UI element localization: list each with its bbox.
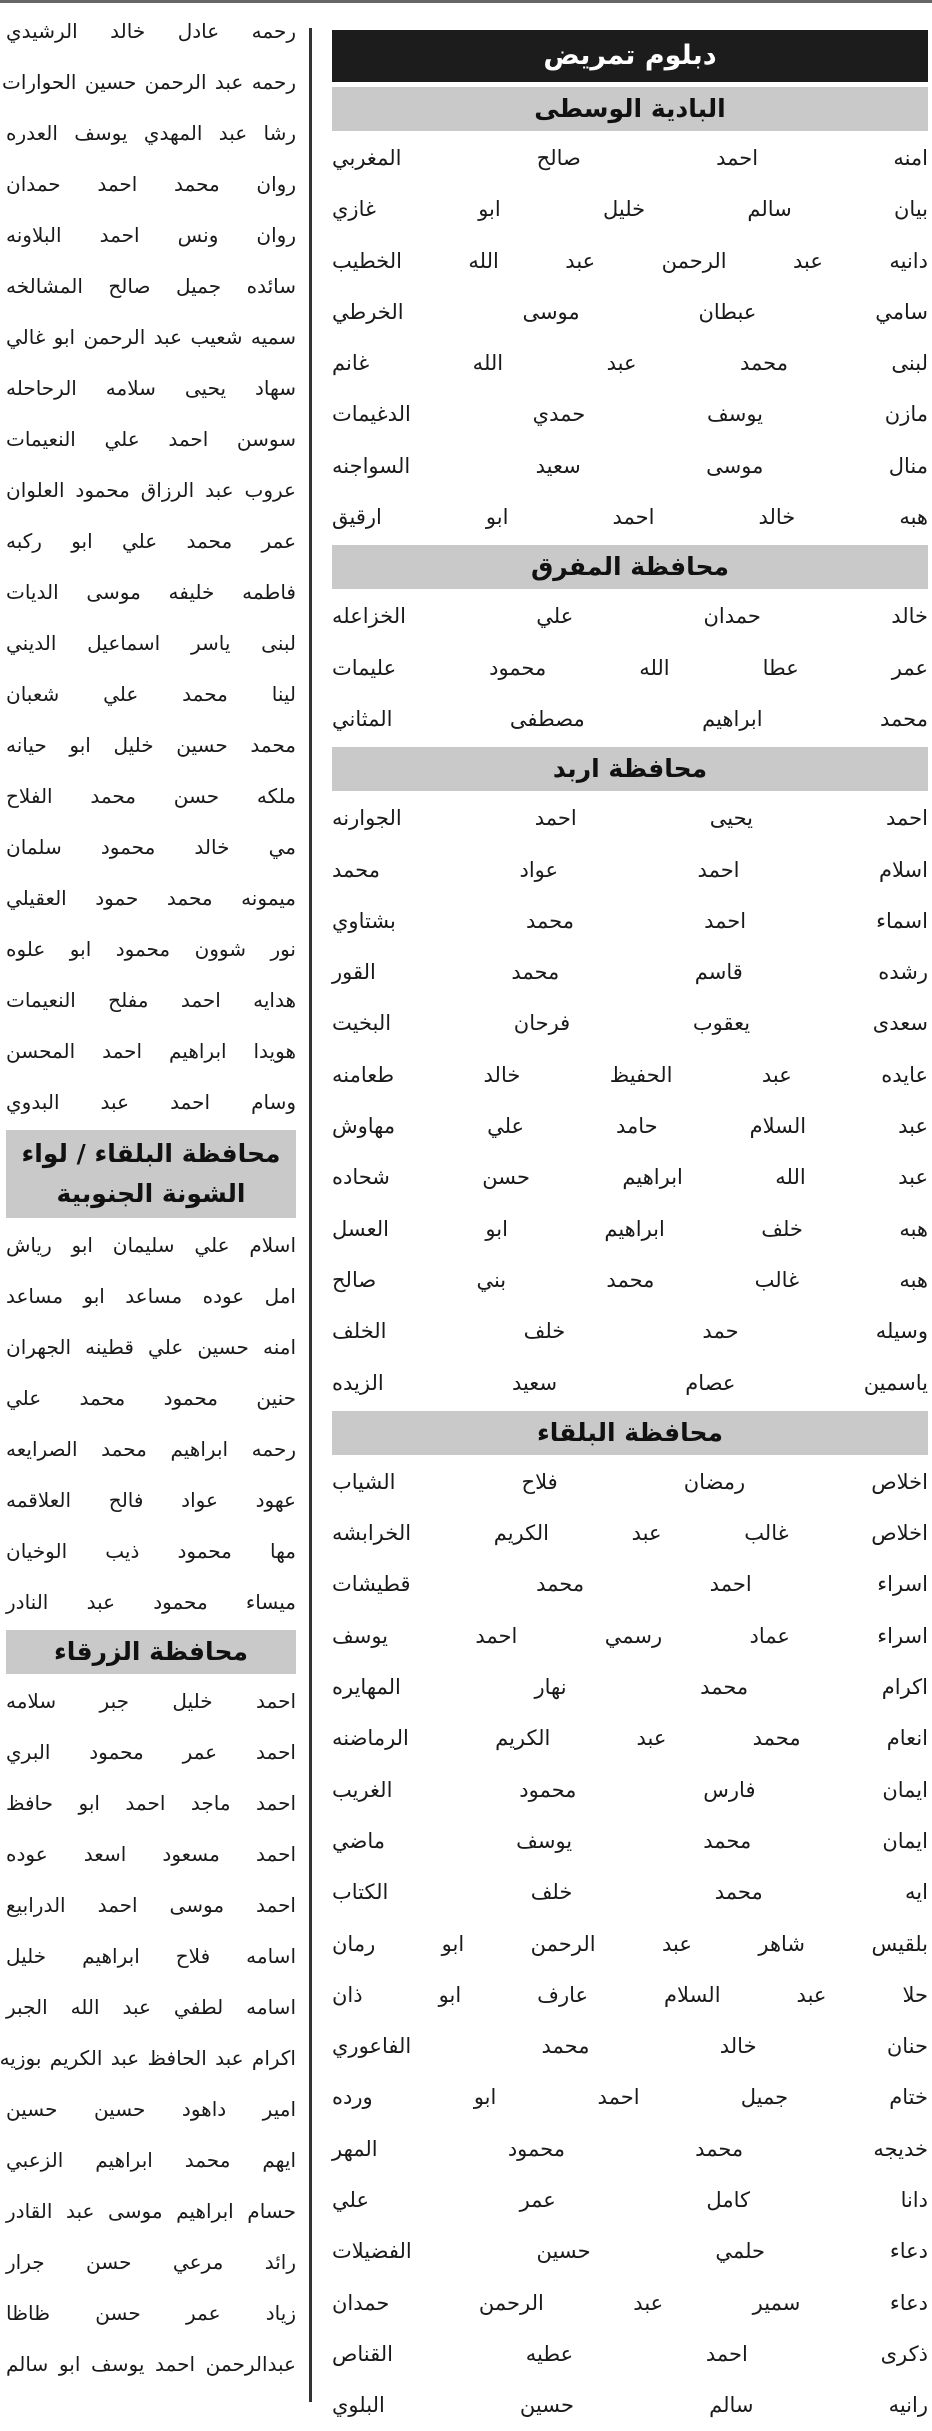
name-entry: اسلام احمد عواد محمد bbox=[332, 857, 928, 882]
name-entry: اسامه لطفي عبد الله الجبر bbox=[6, 1995, 296, 2019]
name-entry: مازن يوسف حمدي الدغيمات bbox=[332, 402, 928, 427]
name-entry: لبنى ياسر اسماعيل الديني bbox=[6, 631, 296, 655]
name-entry: رانيه سالم حسين البلوي bbox=[332, 2393, 928, 2418]
name-entry: انعام محمد عبد الكريم الرماضنه bbox=[332, 1726, 928, 1751]
name-entry: نور شوون محمود ابو علوه bbox=[6, 937, 296, 961]
name-entry: عبدالرحمن احمد يوسف ابو سالم bbox=[6, 2352, 296, 2376]
name-entry: رشا عبد المهدي يوسف العدره bbox=[6, 121, 296, 145]
name-entry: خالد حمدان علي الخزاعله bbox=[332, 604, 928, 629]
name-entry: هبه خلف ابراهيم ابو العسل bbox=[332, 1216, 928, 1241]
name-entry: احمد يحيى احمد الجوارنه bbox=[332, 806, 928, 831]
name-entry: دانيه عبد الرحمن عبد الله الخطيب bbox=[332, 248, 928, 273]
name-entry: اسراء احمد محمد قطيشات bbox=[332, 1572, 928, 1597]
name-entry: امير داهود حسين حسين bbox=[6, 2097, 296, 2121]
name-entry: احمد عمر محمود البري bbox=[6, 1740, 296, 1764]
name-entry: احمد ماجد احمد ابو حافظ bbox=[6, 1791, 296, 1815]
name-entry: سميه شعيب عبد الرحمن ابو غالي bbox=[5, 325, 296, 349]
name-entry: ملكه حسن محمد الفلاح bbox=[6, 784, 296, 808]
name-entry: عروب عبد الرزاق محمود العلوان bbox=[6, 478, 296, 502]
name-entry: عبد السلام حامد علي مهاوش bbox=[332, 1114, 928, 1139]
name-entry: حنين محمود محمد علي bbox=[6, 1386, 296, 1410]
name-entry: روان محمد احمد حمدان bbox=[6, 172, 296, 196]
name-entry: حسام ابراهيم موسى عبد القادر bbox=[6, 2199, 296, 2223]
name-entry: اكرام محمد نهار المهايره bbox=[332, 1675, 928, 1700]
name-entry: محمد ابراهيم مصطفى المثاني bbox=[332, 706, 928, 731]
name-entry: اسلام علي سليمان ابو رياش bbox=[6, 1233, 296, 1257]
name-entry: اسامه فلاح ابراهيم خليل bbox=[6, 1944, 296, 1968]
name-entry: هبه غالب محمد بني صالح bbox=[332, 1267, 928, 1292]
name-entry: رحمه عادل خالد الرشيدي bbox=[6, 19, 296, 43]
name-entry: امل عوده مساعد ابو مساعد bbox=[6, 1284, 296, 1308]
section-heading: محافظة الزرقاء bbox=[6, 1630, 296, 1674]
name-entry: بلقيس شاهر عبد الرحمن ابو رمان bbox=[332, 1931, 928, 1956]
name-entry: سهاد يحيى سلامه الرحاحله bbox=[6, 376, 296, 400]
name-entry: احمد خليل جبر سلامه bbox=[6, 1689, 296, 1713]
name-entry: عبد الله ابراهيم حسن شحاده bbox=[332, 1165, 928, 1190]
name-entry: لينا محمد علي شعبان bbox=[6, 682, 296, 706]
name-entry: دعاء سمير عبد الرحمن حمدان bbox=[332, 2290, 928, 2315]
name-entry: روان ونس احمد البلاونه bbox=[6, 223, 296, 247]
section-heading: محافظة البلقاء / لواء الشونة الجنوبية bbox=[6, 1130, 296, 1218]
name-entry: اخلاص رمضان فلاح الشياب bbox=[332, 1469, 928, 1494]
name-entry: ذكرى احمد عطيه القناص bbox=[332, 2341, 928, 2366]
name-entry: احمد مسعود اسعد عوده bbox=[6, 1842, 296, 1866]
name-entry: اسراء عماد رسمي احمد يوسف bbox=[332, 1623, 928, 1648]
name-entry: رشده قاسم محمد القور bbox=[332, 960, 928, 985]
section-heading: محافظة اربد bbox=[332, 747, 928, 791]
name-entry: حلا عبد السلام عارف ابو ذان bbox=[332, 1982, 928, 2007]
section-heading: محافظة البلقاء bbox=[332, 1411, 928, 1455]
name-entry: فاطمه خليفه موسى الديات bbox=[6, 580, 296, 604]
left-column bbox=[0, 6, 296, 2390]
name-entry: محمد حسين خليل ابو حيانه bbox=[6, 733, 296, 757]
name-entry: ايه محمد خلف الكتاب bbox=[332, 1880, 928, 1905]
name-entry: امنه حسين علي قطينه الجهران bbox=[6, 1335, 296, 1359]
name-entry: سوسن احمد علي النعيمات bbox=[6, 427, 296, 451]
name-entry: منال موسى سعيد السواجنه bbox=[332, 453, 928, 478]
name-entry: ميمونه محمد حمود العقيلي bbox=[6, 886, 296, 910]
name-entry: زياد عمر حسن ظاظا bbox=[6, 2301, 296, 2325]
name-entry: ايمان فارس محمود الغريب bbox=[332, 1777, 928, 1802]
name-entry: وسيله حمد خلف الخلف bbox=[332, 1319, 928, 1344]
name-entry: ايهم محمد ابراهيم الزعبي bbox=[6, 2148, 296, 2172]
name-entry: اخلاص غالب عبد الكريم الخرابشه bbox=[332, 1521, 928, 1546]
section-heading: محافظة المفرق bbox=[332, 545, 928, 589]
column-divider bbox=[309, 28, 312, 2402]
name-entry: مها محمود ذيب الوخيان bbox=[6, 1539, 296, 1563]
name-entry: رائد مرعي حسن جرار bbox=[6, 2250, 296, 2274]
top-rule bbox=[0, 0, 932, 3]
name-entry: رحمه ابراهيم محمد الصرايعه bbox=[6, 1437, 296, 1461]
name-entry: امنه احمد صالح المغربي bbox=[332, 146, 928, 170]
name-entry: اكرام عبد الحافظ عبد الكريم بوزيه bbox=[0, 2046, 296, 2070]
name-entry: هدايه احمد مفلح النعيمات bbox=[6, 988, 296, 1012]
name-entry: عهود عواد فالح العلاقمه bbox=[6, 1488, 296, 1512]
name-entry: حنان خالد محمد الفاعوري bbox=[332, 2034, 928, 2059]
name-entry: مي خالد محمود سلمان bbox=[6, 835, 296, 859]
name-entry: دعاء حلمي حسين الفضيلات bbox=[332, 2239, 928, 2264]
name-entry: ايمان محمد يوسف ماضي bbox=[332, 1828, 928, 1853]
name-entry: بيان سالم خليل ابو غازي bbox=[332, 197, 928, 222]
name-entry: ياسمين عصام سعيد الزيده bbox=[332, 1370, 928, 1395]
name-entry: اسماء احمد محمد بشتاوي bbox=[332, 908, 928, 933]
name-entry: عمر عطا الله محمود عليمات bbox=[332, 655, 928, 680]
name-entry: خديجه محمد محمود المهر bbox=[332, 2136, 928, 2161]
name-entry: ختام جميل احمد ابو ورده bbox=[332, 2085, 928, 2110]
section-heading: البادية الوسطى bbox=[332, 87, 928, 131]
name-entry: هبه خالد احمد ابو ارقيق bbox=[332, 505, 928, 530]
name-entry: سعدى يعقوب فرحان البخيت bbox=[332, 1011, 928, 1036]
right-column bbox=[332, 30, 928, 2431]
name-entry: هويدا ابراهيم احمد المحسن bbox=[6, 1039, 296, 1063]
name-entry: دانا كامل عمر علي bbox=[332, 2187, 928, 2212]
name-entry: سائده جميل صالح المشالخه bbox=[6, 274, 296, 298]
name-entry: وسام احمد عبد البدوي bbox=[6, 1090, 296, 1114]
name-entry: سامي عبطان موسى الخرطي bbox=[332, 299, 928, 324]
name-entry: لبنى محمد عبد الله غانم bbox=[332, 351, 928, 376]
name-entry: احمد موسى احمد الدرابيع bbox=[6, 1893, 296, 1917]
name-entry: رحمه عبد الرحمن حسين الحوارات bbox=[2, 70, 296, 94]
name-entry: عايده عبد الحفيظ خالد طعامنه bbox=[332, 1062, 928, 1087]
name-entry: ميساء محمود عبد النادر bbox=[6, 1590, 296, 1614]
page-title: دبلوم تمريض bbox=[332, 30, 928, 82]
name-entry: عمر محمد علي ابو ركبه bbox=[6, 529, 296, 553]
